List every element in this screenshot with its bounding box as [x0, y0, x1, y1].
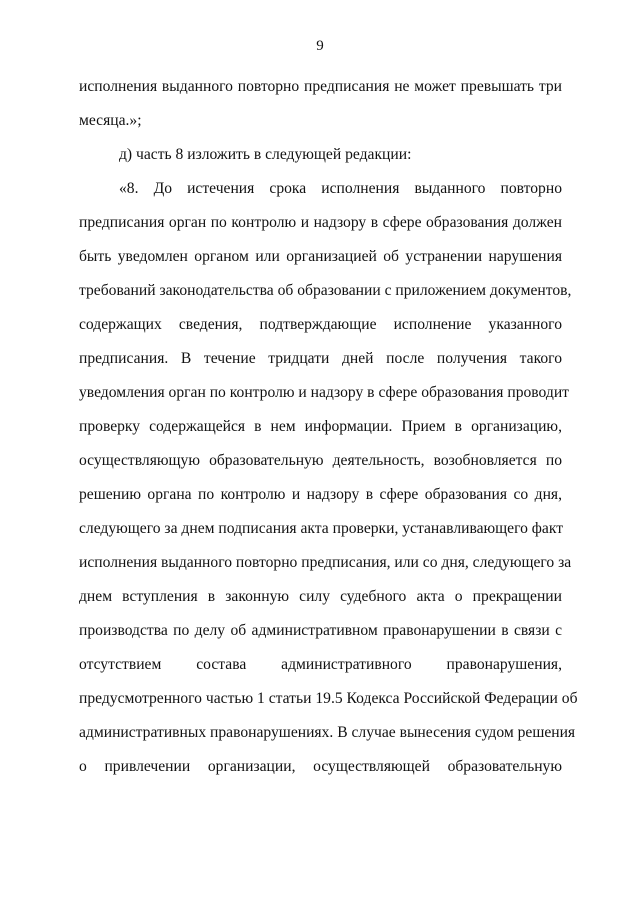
- text-line: месяца.»;: [79, 112, 142, 129]
- document-body: [79, 70, 578, 784]
- text-line: предписания орган по контролю и надзору в сфере образования должен: [79, 214, 562, 231]
- text-line: о привлечении организации, осуществляющей образовательную: [79, 758, 562, 775]
- text-line: производства по делу об административном правонарушении в связи с: [79, 622, 562, 639]
- text-line: исполнения выданного повторно предписания, или со дня, следующего за: [79, 554, 572, 571]
- text-line: содержащих сведения, подтверждающие исполнение указанного: [79, 316, 562, 333]
- text-line: «8. До истечения срока исполнения выданного повторно: [119, 180, 562, 197]
- text-line: д) часть 8 изложить в следующей редакции:: [119, 146, 412, 163]
- text-line: проверку содержащейся в нем информации. Прием в организацию,: [79, 418, 562, 435]
- text-line: предписания. В течение тридцати дней после получения такого: [79, 350, 562, 367]
- page-number: 9: [316, 38, 324, 54]
- text-line: отсутствием состава административного правонарушения,: [79, 656, 562, 673]
- text-line: решению органа по контролю и надзору в сфере образования со дня,: [79, 486, 562, 503]
- text-line: быть уведомлен органом или организацией об устранении нарушения: [79, 248, 562, 265]
- text-line: следующего за днем подписания акта проверки, устанавливающего факт: [79, 520, 564, 537]
- text-line: днем вступления в законную силу судебного акта о прекращении: [79, 588, 562, 605]
- text-line: исполнения выданного повторно предписания не может превышать три: [79, 78, 562, 95]
- text-line: требований законодательства об образовании с приложением документов,: [79, 282, 572, 299]
- text-line: уведомления орган по контролю и надзору в сфере образования проводит: [79, 384, 569, 401]
- text-line: осуществляющую образовательную деятельность, возобновляется по: [79, 452, 562, 469]
- text-line: предусмотренного частью 1 статьи 19.5 Кодекса Российской Федерации об: [79, 690, 578, 707]
- text-line: административных правонарушениях. В случае вынесения судом решения: [79, 724, 576, 741]
